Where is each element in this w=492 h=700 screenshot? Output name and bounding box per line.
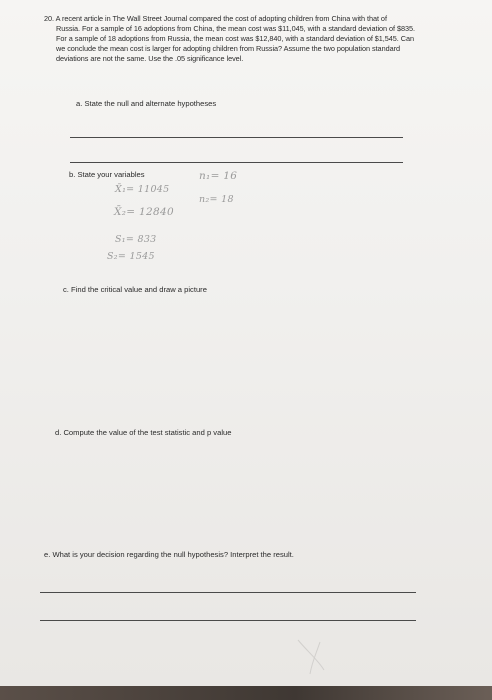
question-text bbox=[44, 14, 484, 64]
part-c-prompt: c. Find the critical value and draw a picture bbox=[63, 285, 207, 294]
question-line-5: deviations are not the same. Use the .05 significance level. bbox=[56, 54, 244, 63]
question-number: 20. bbox=[44, 14, 54, 23]
question-line-4: we conclude the mean cost is larger for adopting children from Russia? Assume the two population standard bbox=[56, 44, 400, 53]
handwritten-mean-1: X̄₁= 11045 bbox=[115, 184, 170, 195]
part-d-prompt: d. Compute the value of the test statistic and p value bbox=[55, 428, 232, 437]
question-line-3: For a sample of 18 adoptions from Russia, the mean cost was $12,840, with a standard deviation of $1,545. Can bbox=[56, 34, 414, 43]
part-e-answer-line-1 bbox=[40, 592, 416, 593]
part-a-answer-line-2 bbox=[70, 162, 403, 163]
part-a-answer-line-1 bbox=[70, 137, 403, 138]
faint-pencil-mark bbox=[290, 630, 340, 680]
question-line-1: 20. A recent article in The Wall Street Journal compared the cost of adopting children from China with that of bbox=[44, 14, 387, 23]
question-line-2: Russia. For a sample of 16 adoptions from China, the mean cost was $11,045, with a standard deviation of $835. bbox=[56, 24, 416, 33]
handwritten-n1: n₁= 16 bbox=[199, 170, 238, 182]
part-e-prompt: e. What is your decision regarding the null hypothesis? Interpret the result. bbox=[44, 550, 294, 559]
handwritten-mean-2: X̄₂= 12840 bbox=[114, 206, 174, 218]
part-b-prompt: b. State your variables bbox=[69, 170, 145, 179]
handwritten-sd-1: S₁= 833 bbox=[115, 234, 157, 245]
handwritten-sd-2: S₂= 1545 bbox=[107, 251, 155, 262]
handwritten-n2: n₂= 18 bbox=[199, 194, 234, 205]
part-e-answer-line-2 bbox=[40, 620, 416, 621]
part-a-prompt: a. State the null and alternate hypotheses bbox=[76, 99, 217, 108]
desk-surface-edge bbox=[0, 686, 492, 700]
